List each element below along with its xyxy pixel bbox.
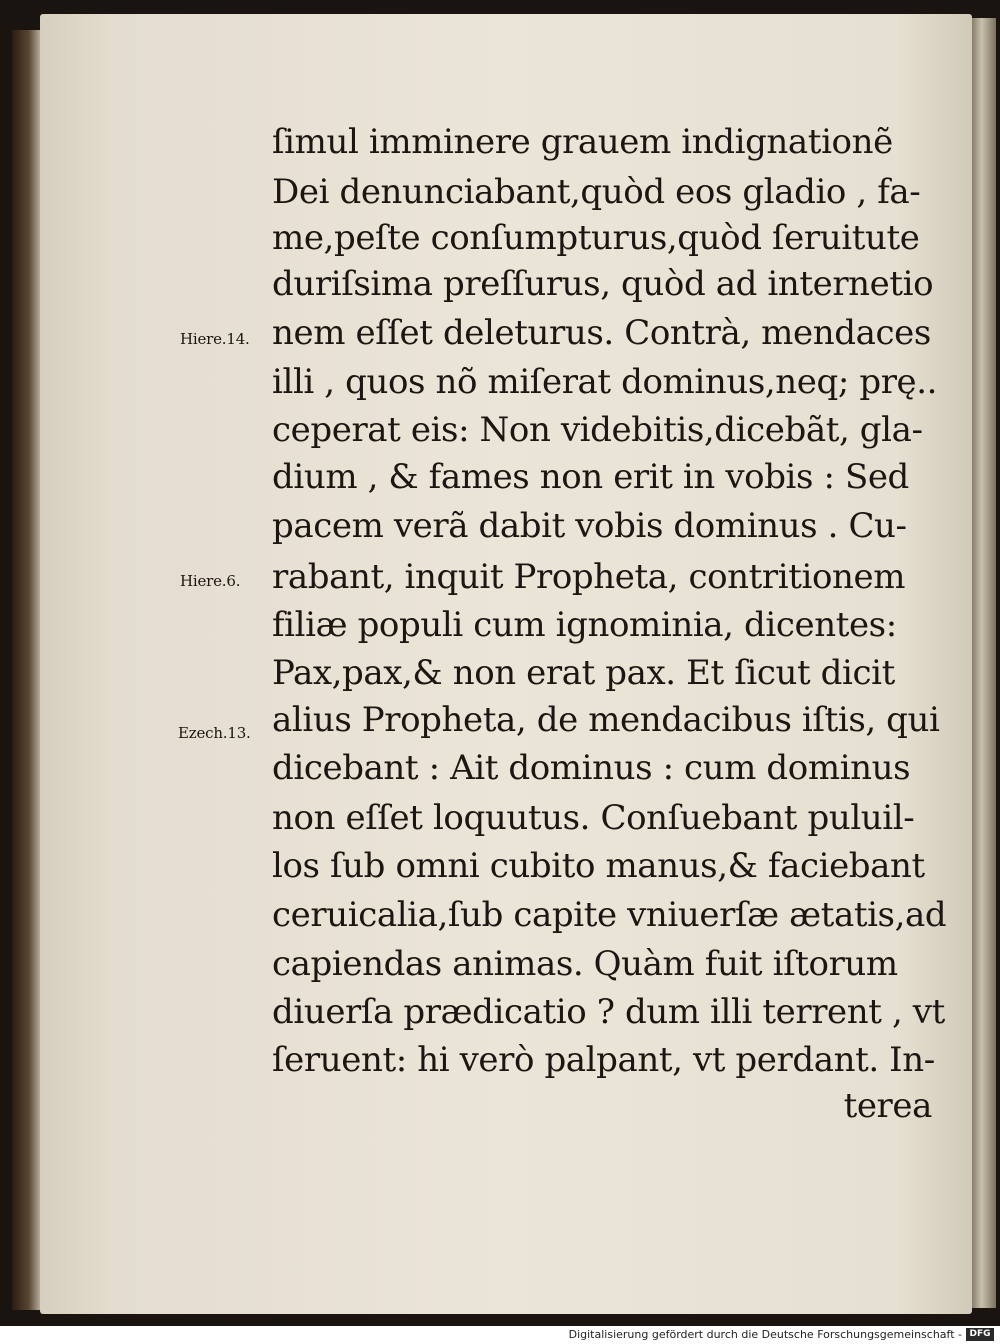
text-line: dium , & fames non erit in vobis : Sed bbox=[272, 457, 909, 497]
marginal-note: Hiere.14. bbox=[180, 330, 250, 348]
text-line: los ſub omni cubito manus,& faciebant bbox=[272, 846, 925, 886]
text-line: duriſsima preſſurus, quòd ad internetio bbox=[272, 264, 934, 304]
text-line: Dei denunciabant,quòd eos gladio , fa- bbox=[272, 172, 921, 212]
text-line: pacem verã dabit vobis dominus . Cu- bbox=[272, 506, 907, 546]
text-line: me,peſte conſumpturus,quòd ſeruitute bbox=[272, 218, 920, 258]
page-edge bbox=[972, 18, 996, 1308]
text-line: nem eſſet deleturus. Contrà, mendaces bbox=[272, 313, 931, 353]
text-line: ſimul imminere grauem indignationẽ bbox=[272, 122, 893, 162]
text-line: ceruicalia,ſub capite vniuerſæ ætatis,ad bbox=[272, 895, 947, 935]
marginal-note: Hiere.6. bbox=[180, 572, 241, 590]
binding-shadow bbox=[12, 30, 40, 1310]
digitization-credit: Digitalisierung gefördert durch die Deutsche Forschungsgemeinschaft - bbox=[568, 1328, 962, 1341]
text-line: diuerſa prædicatio ? dum illi terrent , vt bbox=[272, 992, 945, 1032]
text-line: Pax,pax,& non erat pax. Et ſicut dicit bbox=[272, 653, 895, 693]
text-line: dicebant : Ait dominus : cum dominus bbox=[272, 748, 911, 788]
dfg-logo: DFG bbox=[966, 1328, 994, 1341]
text-line: ceperat eis: Non videbitis,dicebãt, gla- bbox=[272, 410, 923, 450]
text-line: capiendas animas. Quàm fuit iſtorum bbox=[272, 944, 898, 984]
text-line: alius Propheta, de mendacibus iſtis, qui bbox=[272, 700, 940, 740]
text-line: non eſſet loquutus. Conſuebant puluil- bbox=[272, 798, 915, 838]
catchword: terea bbox=[843, 1086, 932, 1126]
text-line: rabant, inquit Propheta, contritionem bbox=[272, 557, 906, 597]
text-line: ſeruent: hi verò palpant, vt perdant. In- bbox=[272, 1040, 935, 1080]
marginal-note: Ezech.13. bbox=[178, 724, 251, 742]
text-line: filiæ populi cum ignominia, dicentes: bbox=[272, 605, 897, 645]
text-line: illi , quos nõ miſerat dominus,neq; prę.. bbox=[272, 362, 938, 402]
